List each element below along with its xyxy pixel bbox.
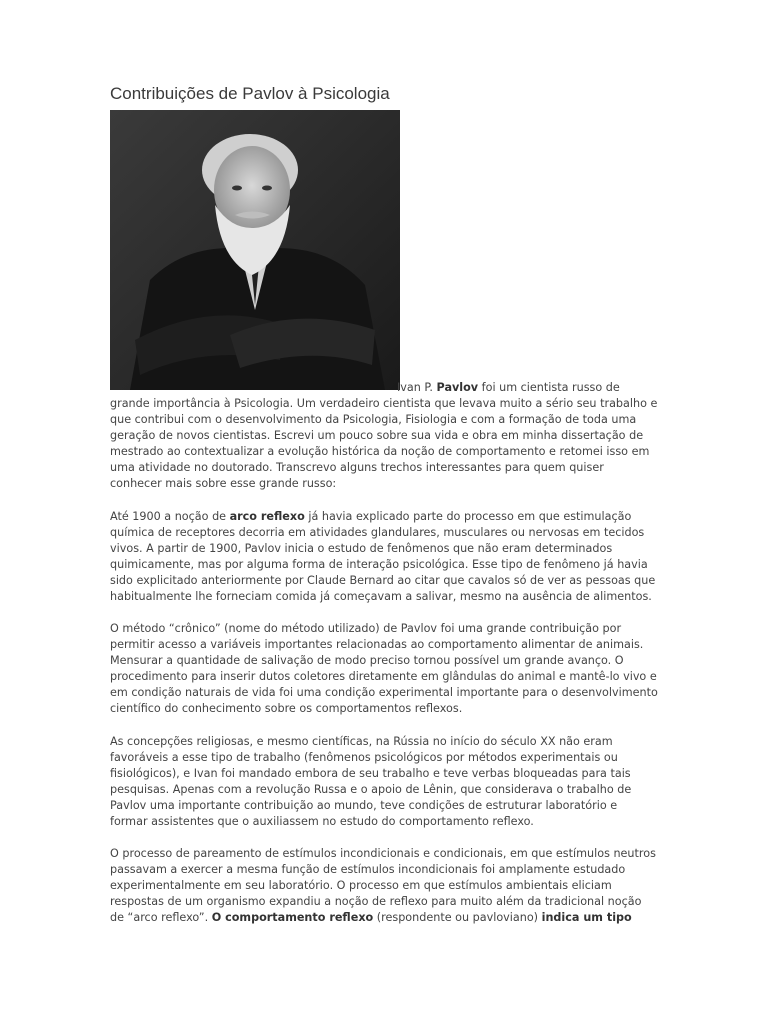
pavlov-name: Pavlov <box>436 381 479 394</box>
intro-first-line <box>397 380 659 396</box>
indica-um-tipo-term: indica um tipo <box>541 911 632 924</box>
p4-text-a: O processo de pareamento de estímulos incondicionais e condicionais, em que estímulos neutros passavam a exercer a mesma função de estímulos incondicionais foi amplamente estudado experimentalmente em seu laboratório. O processo em que estímulos ambientais eliciam respostas de um organismo expandiu a noção de reflexo para muito além da tradicional noção de “arco reflexo”. <box>110 847 656 924</box>
p1-text-b: já havia explicado parte do processo em que estimulação química de receptores decorria em atividades glandulares, musculares ou nervosas em tecidos vivos. A partir de 1900, Pavlov inicia o estudo de fenômenos que não eram determinados quimicamente, mas por alguma forma de interação psicológica. Esse tipo de fenômeno já havia sido explicitado anteriormente por Claude Bernard ao citar que cavalos só de ver as pessoas que habitualmente lhe forneciam comida já começavam a salivar, mesmo na ausência de alimentos. <box>110 510 656 603</box>
p1-text-a: Até 1900 a noção de <box>110 510 230 523</box>
intro-paragraph: grande importância à Psicologia. Um verdadeiro cientista que levava muito a sério seu trabalho e que contribui com o desenvolvimento da Psicologia, Fisiologia e com a formação de toda uma geração de novos cientistas. Escrevi um pouco sobre sua vida e obra em minha dissertação de mestrado ao contextualizar a evolução histórica da noção de comportamento e retomei isso em uma atividade no doutorado. Transcrevo alguns trechos interessantes para quem quiser conhecer mais sobre esse grande russo: <box>110 397 658 490</box>
paragraph-arco-reflexo <box>110 509 658 605</box>
page-title: Contribuições de Pavlov à Psicologia <box>110 84 390 103</box>
comportamento-reflexo-term: O comportamento reflexo <box>211 911 374 924</box>
intro-after: foi um cientista russo de <box>478 381 620 394</box>
paragraph-concepcoes-religiosas: As concepções religiosas, e mesmo científicas, na Rússia no início do século XX não eram favoráveis a esse tipo de trabalho (fenômenos psicológicos por métodos experimentais ou fisiológicos), e Ivan foi mandado embora de seu trabalho e teve verbas bloqueadas para tais pesquisas. Apenas com a revolução Russa e o apoio de Lênin, que considerava o trabalho de Pavlov uma importante contribuição ao mundo, teve condições de estruturar laboratório e formar assistentes que o auxiliassem no estudo do comportamento reflexo. <box>110 735 632 828</box>
pavlov-portrait <box>110 110 400 390</box>
pavlov-portrait-image <box>110 110 400 390</box>
p4-text-b: (respondente ou pavloviano) <box>373 911 542 924</box>
intro-lead: Ivan P. <box>397 381 437 394</box>
arco-reflexo-term: arco reflexo <box>229 510 305 523</box>
paragraph-metodo-cronico: O método “crônico” (nome do método utilizado) de Pavlov foi uma grande contribuição por permitir acesso a variáveis importantes relacionadas ao comportamento alimentar de animais. Mensurar a quantidade de salivação de modo preciso tornou possível um grande avanço. O procedimento para inserir dutos coletores diretamente em glândulas do animal e mantê-lo vivo e em condição naturais de vida foi uma condição experimental importante para o desenvolvimento científico do conhecimento sobre os comportamentos reflexos. <box>110 622 658 715</box>
paragraph-pareamento <box>110 846 658 926</box>
